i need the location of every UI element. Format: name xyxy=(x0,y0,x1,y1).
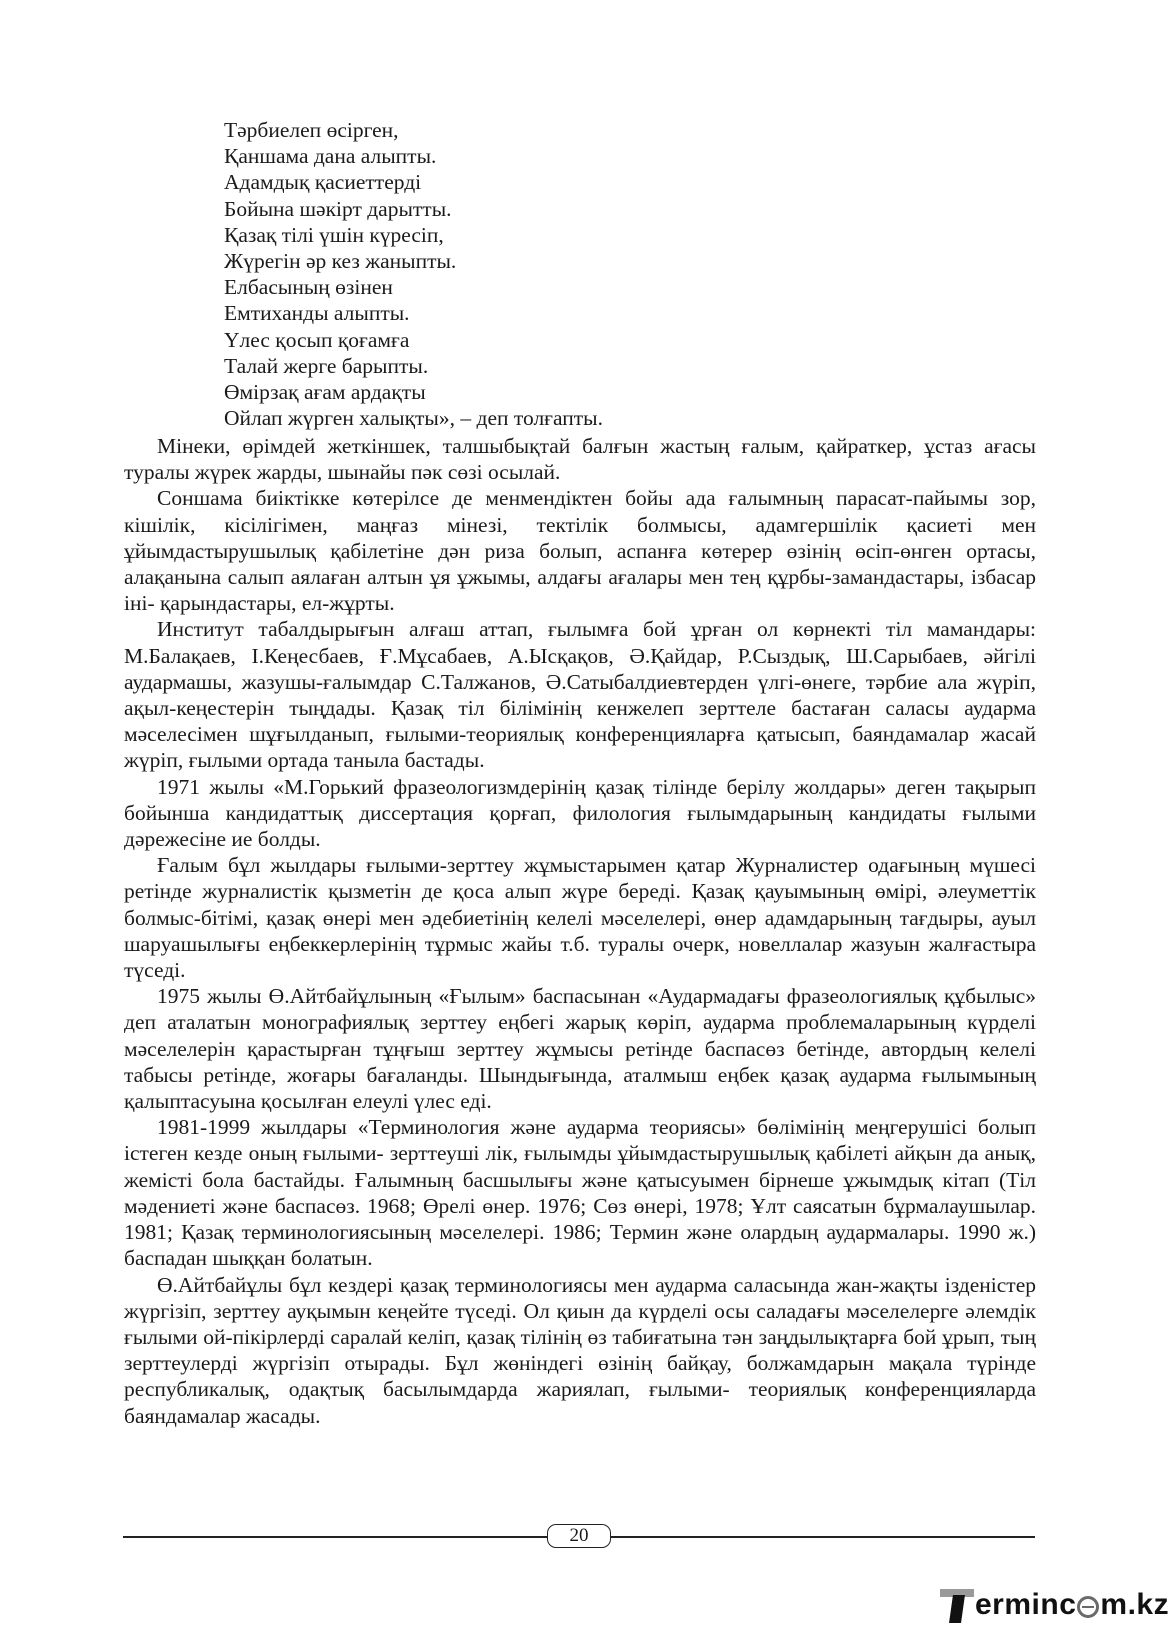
watermark-text-part2: m.kz xyxy=(1100,1588,1169,1621)
poem-line: Үлес қосып қоғамға xyxy=(224,327,410,352)
paragraph: Ғалым бұл жылдары ғылыми-зерттеу жұмыстарымен қатар Журналистер одағының мүшесі ретінде журналистік қызметін де қоса алып жүре береді. Қазақ қауымының өмірі, әлеуметтік болмыс-бітімі, қазақ өнері мен әдебиетінің келелі мәселелері, өнер адамдарының тағдыры, ауыл шаруашылығы еңбеккерлерінің тұрмыс жайы т.б. туралы очерк, новеллалар жазуын жалғастыра түседі. xyxy=(124,853,1036,983)
termincom-watermark xyxy=(940,1583,1169,1627)
t-logo-icon xyxy=(940,1585,974,1625)
paragraph: Соншама биіктікке көтерілсе де менмендіктен бойы ада ғалымның парасат-пайымы зор, кішілік, кісілігімен, маңғаз мінезі, тектілік болмысы, адамгершілік қасиеті мен ұйымдастырушылық қабілетіне дән риза болып, аспанға көтерер өзінің өсіп-өнген ортасы, алақанына салып аялаған алтын ұя ұжымы, алдағы ағалары мен тең құрбы-замандастары, ізбасар іні- қарындастары, ел-жұрты. xyxy=(124,486,1036,616)
poem-line: Талай жерге барыпты. xyxy=(224,353,429,378)
page-footer xyxy=(123,1523,1035,1551)
footer-rule-left xyxy=(123,1536,547,1538)
poem-line: Қаншама дана алыпты. xyxy=(224,144,437,169)
poem-line: Қазақ тілі үшін күресіп, xyxy=(224,222,444,247)
poem-block xyxy=(224,117,603,431)
globe-icon xyxy=(1077,1596,1099,1618)
poem-line: Елбасының өзінен xyxy=(224,275,393,300)
poem-line: Жүрегін әр кез жаныпты. xyxy=(224,249,457,274)
page-number: 20 xyxy=(547,1524,611,1548)
poem-line: Адамдық қасиеттерді xyxy=(224,170,422,195)
paragraph: Ө.Айтбайұлы бұл кездері қазақ терминологиясы мен аударма саласында жан-жақты ізденістер жүргізіп, зерттеу ауқымын кеңейте түседі. Ол қиын да күрделі осы саладағы мәселелерге әлемдік ғылыми ой-пікірлерді саралай келіп, қазақ тілінің өз табиғатына тән заңдылықтарға бой ұрып, тың зерттеулерді жүргізіп отырады. Бұл жөніндегі өзінің байқау, болжамдарын мақала түрінде республикалық, одақтық басылымдарда жариялап, ғылыми- теориялық конференцияларда баяндамалар жасады. xyxy=(124,1272,1036,1428)
paragraph: Мінеки, өрімдей жеткіншек, талшыбықтай балғын жастың ғалым, қайраткер, ұстаз ағасы туралы жүрек жарды, шынайы пәк сөзі осылай. xyxy=(124,434,1036,485)
poem-line: Ойлап жүрген халықты», – деп толғапты. xyxy=(224,406,603,431)
footer-rule-right xyxy=(611,1536,1035,1538)
body-text xyxy=(124,433,1036,1429)
watermark-letter-c: c xyxy=(1059,1588,1077,1621)
poem-line: Өмірзақ ағам ардақты xyxy=(224,380,426,405)
poem-line: Емтиханды алыпты. xyxy=(224,301,410,326)
paragraph: Институт табалдырығын алғаш аттап, ғылымға бой ұрған ол көрнекті тіл мамандары: М.Балақаев, І.Кеңесбаев, Ғ.Мұсабаев, А.Ысқақов, Ә.Қайдар, Р.Сыздық, Ш.Сарыбаев, әйгілі аудармашы, жазушы-ғалымдар С.Талжанов, Ә.Сатыбалдиевтерден үлгі-өнеге, тәрбие ала жүріп, ақыл-кеңестерін тыңдады. Қазақ тіл білімінің кенжелеп зерттеле бастаған саласы аударма мәселесімен шұғылданып, ғылыми-теориялық конференцияларға қатысып, баяндамалар жасай жүріп, ғылыми ортада таныла бастады. xyxy=(124,617,1036,773)
watermark-text-part1: ermin xyxy=(975,1588,1060,1621)
poem-line: Бойына шәкірт дарытты. xyxy=(224,196,452,221)
paragraph: 1975 жылы Ө.Айтбайұлының «Ғылым» баспасынан «Аудармадағы фразеологиялық құбылыс» деп аталатын монографиялық зерттеу еңбегі жарық көріп, аударма проблемаларының күрделі мәселелерін қарастырған тұңғыш зерттеу жұмысы ретінде баспасөз бетінде, автордың келелі табысы ретінде, жоғары бағаланды. Шындығында, аталмыш еңбек қазақ аударма ғылымының қалыптасуына қосылған елеулі үлес еді. xyxy=(124,984,1036,1114)
paragraph: 1981-1999 жылдары «Терминология және аударма теориясы» бөлімінің меңгерушісі болып істеген кезде оның ғылыми- зерттеуші лік, ғылымды ұйымдастырушылық қабілеті айқын да анық, жемісті бола бастайды. Ғалымның басшылығы және қатысуымен бірнеше ұжымдық кітап (Тіл мәдениеті және баспасөз. 1968; Өрелі өнер. 1976; Сөз өнері, 1978; Ұлт саясатын бұрмалаушылар. 1981; Қазақ терминологиясының мәселелері. 1986; Термин және олардың аудармалары. 1990 ж.) баспадан шыққан болатын. xyxy=(124,1115,1036,1271)
paragraph: 1971 жылы «М.Горький фразеологизмдерінің қазақ тілінде берілу жолдары» деген тақырып бойынша кандидаттық диссертация қорғап, филология ғылымдарының кандидаты ғылыми дәрежесіне ие болды. xyxy=(124,774,1036,852)
poem-line: Тәрбиелеп өсірген, xyxy=(224,118,399,142)
